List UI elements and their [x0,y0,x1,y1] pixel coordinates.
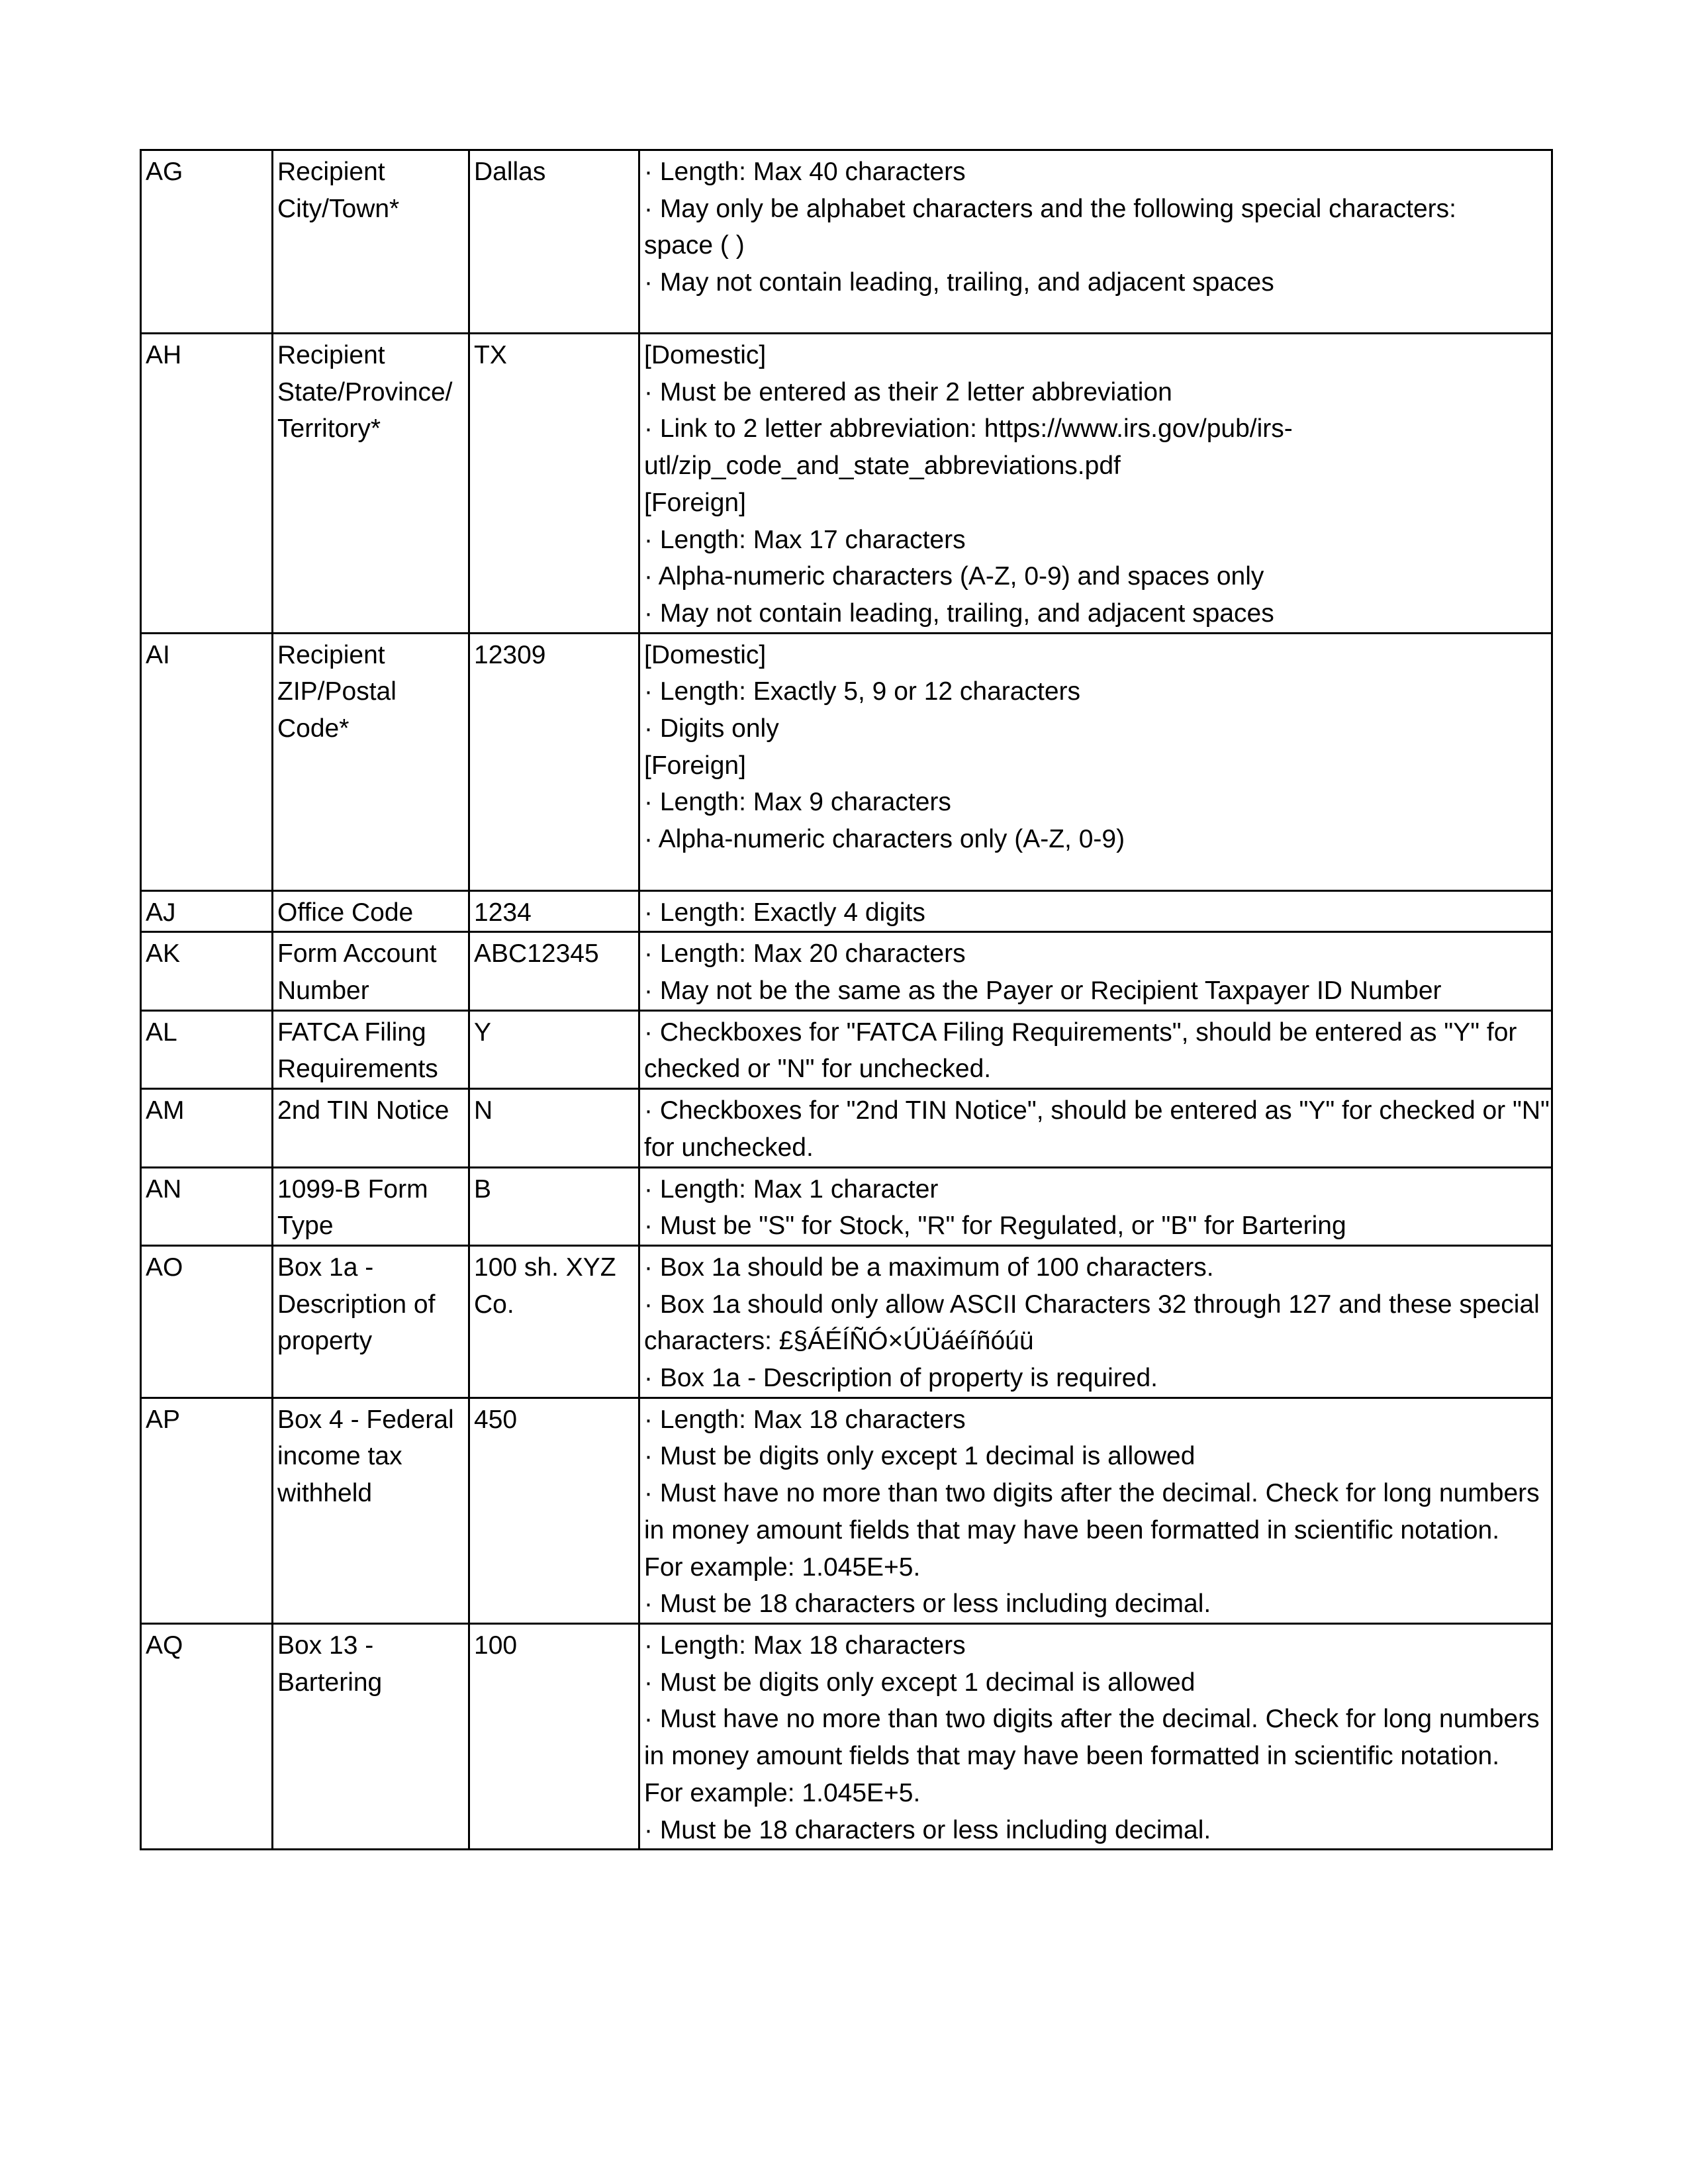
field-name-cell [273,890,469,932]
column-code-text: AI [146,640,170,669]
validation-rules-cell-line: · Length: Max 17 characters [644,525,966,554]
validation-rules-cell-line: · Length: Exactly 5, 9 or 12 characters [644,677,1081,706]
example-value-cell-line: ABC12345 [474,939,599,969]
column-code-cell [141,1398,273,1623]
field-name-cell-line: ZIP/Postal [277,677,397,706]
column-code-cell [141,890,273,932]
validation-rules-cell [639,1010,1552,1088]
column-code-text: AL [146,1018,177,1047]
field-name-cell [273,1167,469,1245]
validation-rules-cell-line: · Length: Max 9 characters [644,788,951,817]
example-value-cell [469,633,639,890]
field-name-cell-line: Description of [277,1290,436,1319]
validation-rules-cell-line: · Length: Max 18 characters [644,1631,966,1660]
validation-rules-cell-line: · Alpha-numeric characters (A-Z, 0-9) and spaces only [644,562,1264,591]
example-value-cell [469,1398,639,1623]
validation-rules-cell-line: · Must have no more than two digits after the decimal. Check for long numbers [644,1705,1540,1734]
example-value-cell [469,334,639,634]
column-code-cell [141,1623,273,1849]
field-name-cell-line: FATCA Filing [277,1018,426,1047]
example-value-cell [469,1089,639,1167]
field-name-cell-line: Requirements [277,1055,438,1084]
column-code-cell [141,1089,273,1167]
field-spec-table [140,149,1553,1850]
field-name-cell-line: property [277,1327,373,1356]
validation-rules-cell-line: · May not be the same as the Payer or Recipient Taxpayer ID Number [644,976,1442,1006]
field-name-cell-line: Box 1a - [277,1253,374,1282]
table-row [141,1089,1552,1167]
validation-rules-cell-line: · Must be 18 characters or less including decimal. [644,1815,1211,1844]
validation-rules-cell-line: in money amount fields that may have been formatted in scientific notation. [644,1515,1500,1544]
validation-rules-cell-line: For example: 1.045E+5. [644,1552,921,1582]
table-row [141,890,1552,932]
example-value-cell [469,1010,639,1088]
field-name-cell-line: withheld [277,1479,373,1508]
example-value-cell [469,890,639,932]
column-code-cell [141,932,273,1010]
validation-rules-cell-line: · May only be alphabet characters and the following special characters: [644,194,1456,223]
validation-rules-cell-line: · Box 1a - Description of property is required. [644,1364,1158,1393]
field-name-cell [273,1089,469,1167]
field-name-cell-line: Bartering [277,1668,383,1697]
field-name-cell-line: Territory* [277,414,381,444]
validation-rules-cell [639,1398,1552,1623]
validation-rules-cell-line: · Must be digits only except 1 decimal is allowed [644,1442,1196,1471]
example-value-cell [469,1623,639,1849]
validation-rules-cell-line: · Checkboxes for "FATCA Filing Requirements", should be entered as "Y" for [644,1018,1517,1047]
field-name-cell-line: Code* [277,714,350,743]
validation-rules-cell-line: · Must be 18 characters or less including decimal. [644,1590,1211,1619]
validation-rules-cell-line: · Length: Exactly 4 digits [644,898,925,927]
field-name-cell [273,334,469,634]
field-name-cell [273,633,469,890]
column-code-cell [141,1245,273,1398]
validation-rules-cell-line: · Length: Max 40 characters [644,158,966,186]
column-code-text: AK [146,939,181,969]
example-value-cell [469,150,639,334]
column-code-text: AG [146,158,183,186]
validation-rules-cell-line: · May not contain leading, trailing, and adjacent spaces [644,268,1274,297]
column-code-text: AP [146,1405,181,1434]
field-name-cell-line: Type [277,1211,334,1241]
validation-rules-cell-line: [Domestic] [644,341,767,369]
validation-rules-cell-line: · Must be digits only except 1 decimal is allowed [644,1668,1196,1697]
validation-rules-cell-line: · May not contain leading, trailing, and adjacent spaces [644,598,1274,628]
field-name-cell [273,932,469,1010]
validation-rules-cell-line: [Foreign] [644,751,746,780]
field-name-cell-line: Recipient [277,341,385,369]
example-value-cell-line: N [474,1096,493,1125]
column-code-text: AJ [146,898,176,927]
column-code-text: AN [146,1174,182,1204]
validation-rules-cell-line: characters: £§ÁÉÍÑÓ×ÚÜáéíñóúü [644,1327,1034,1356]
column-code-text: AM [146,1096,185,1125]
validation-rules-cell [639,1167,1552,1245]
field-name-cell-line: State/Province/ [277,377,453,406]
field-name-cell [273,1623,469,1849]
validation-rules-cell-line: [Foreign] [644,488,746,517]
validation-rules-cell [639,1089,1552,1167]
example-value-cell-line: 450 [474,1405,518,1434]
field-name-cell-line: Box 13 - [277,1631,374,1660]
example-value-cell [469,1245,639,1398]
validation-rules-cell-line: in money amount fields that may have been formatted in scientific notation. [644,1742,1500,1771]
table-row [141,1623,1552,1849]
table-row [141,1010,1552,1088]
example-value-cell-line: B [474,1174,492,1204]
validation-rules-cell-line: · Checkboxes for "2nd TIN Notice", should be entered as "Y" for checked or "N" [644,1096,1550,1125]
validation-rules-cell-line: space ( ) [644,231,745,260]
field-name-cell [273,1398,469,1623]
column-code-cell [141,334,273,634]
validation-rules-cell-line: utl/zip_code_and_state_abbreviations.pdf [644,451,1121,481]
validation-rules-cell-line: · Length: Max 18 characters [644,1405,966,1434]
field-name-cell [273,150,469,334]
column-code-cell [141,1167,273,1245]
table-row [141,334,1552,634]
example-value-cell-line: TX [474,341,507,369]
example-value-cell-line: Dallas [474,158,546,186]
example-value-cell-line: Co. [474,1290,514,1319]
validation-rules-cell-line: · Digits only [644,714,779,743]
column-code-cell [141,150,273,334]
validation-rules-cell-line: · Length: Max 20 characters [644,939,966,969]
field-name-cell-line: Number [277,976,369,1006]
validation-rules-cell-line: · Must be entered as their 2 letter abbreviation [644,377,1172,406]
validation-rules-cell-line: [Domestic] [644,640,767,669]
table-row [141,150,1552,334]
validation-rules-cell [639,932,1552,1010]
field-name-cell [273,1245,469,1398]
example-value-cell-line: 100 sh. XYZ [474,1253,616,1282]
example-value-cell-line: 12309 [474,640,546,669]
column-code-cell [141,1010,273,1088]
validation-rules-cell-line: for unchecked. [644,1133,814,1162]
validation-rules-cell-line: · Link to 2 letter abbreviation: https://www.irs.gov/pub/irs- [644,414,1293,444]
table-row [141,1398,1552,1623]
validation-rules-cell [639,890,1552,932]
field-name-cell [273,1010,469,1088]
table-row [141,633,1552,890]
field-name-cell-line: Recipient [277,640,385,669]
field-name-cell-line: Office Code [277,898,414,927]
validation-rules-cell-line: · Box 1a should only allow ASCII Characters 32 through 127 and these special [644,1290,1540,1319]
example-value-cell-line: 1234 [474,898,532,927]
example-value-cell [469,1167,639,1245]
validation-rules-cell-line: · Must be "S" for Stock, "R" for Regulated, or "B" for Bartering [644,1211,1346,1241]
field-name-cell-line: City/Town* [277,194,400,223]
example-value-cell-line: Y [474,1018,492,1047]
table-row [141,1167,1552,1245]
validation-rules-cell [639,1623,1552,1849]
example-value-cell-line: 100 [474,1631,518,1660]
validation-rules-cell-line: · Box 1a should be a maximum of 100 characters. [644,1253,1214,1282]
field-name-cell-line: 2nd TIN Notice [277,1096,449,1125]
field-name-cell-line: 1099-B Form [277,1174,428,1204]
field-name-cell-line: Form Account [277,939,437,969]
validation-rules-cell-line: · Alpha-numeric characters only (A-Z, 0-9) [644,825,1125,854]
validation-rules-cell [639,150,1552,334]
field-name-cell-line: Recipient [277,158,385,186]
field-name-cell-line: income tax [277,1442,402,1471]
validation-rules-cell-line: · Length: Max 1 character [644,1174,939,1204]
column-code-text: AH [146,341,182,369]
validation-rules-cell [639,633,1552,890]
validation-rules-cell-line: For example: 1.045E+5. [644,1778,921,1807]
field-spec-table-body [141,150,1552,1850]
validation-rules-cell [639,334,1552,634]
validation-rules-cell-line: checked or "N" for unchecked. [644,1055,992,1084]
validation-rules-cell [639,1245,1552,1398]
field-name-cell-line: Box 4 - Federal [277,1405,454,1434]
table-row [141,1245,1552,1398]
example-value-cell [469,932,639,1010]
validation-rules-cell-line: · Must have no more than two digits after the decimal. Check for long numbers [644,1479,1540,1508]
column-code-text: AO [146,1253,183,1282]
column-code-text: AQ [146,1631,183,1660]
table-row [141,932,1552,1010]
column-code-cell [141,633,273,890]
